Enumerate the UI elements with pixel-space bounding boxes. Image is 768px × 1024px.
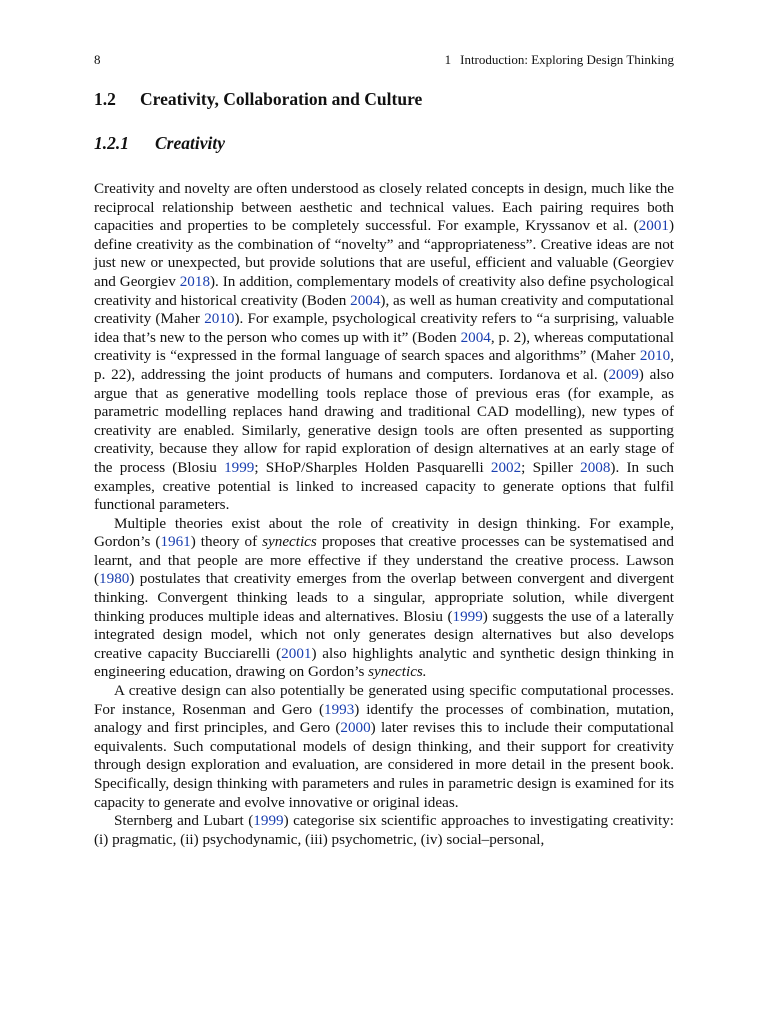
citation-link[interactable]: 2018 [179,272,211,290]
citation-link[interactable]: 2001 [281,644,312,662]
emphasis-text: synectics [262,533,317,551]
emphasis-text: synectics. [368,663,427,681]
page [94,52,674,849]
subsection-number: 1.2.1 [94,133,129,153]
text-run: ) postulates that creativity emerges from the overlap between convergent and divergent thinking. Convergent thinking leads to a singular, appropriate solution, while divergent thinking produces multiple ideas and alternatives. Blosiu ( [94,570,674,625]
text-run: ) also argue that as generative modelling tools replace those of previous eras (for example, as parametric modelling replaces hand drawing and traditional CAD modelling), new types of creativity are enabled. Similarly, generative design tools are often presented as supporting creativity, because they allow for rapid exploration of design alternatives at an early stage of the process (Blosiu [94,365,675,476]
citation-link[interactable]: 1980 [99,570,130,588]
section-number: 1.2 [94,89,116,109]
running-head-chapter [445,52,674,68]
paragraph-3 [94,682,674,812]
text-run: Creativity and novelty are often understood as closely related concepts in design, much like the reciprocal relationship between aesthetic and technical values. Each pairing requires both capacities and properties to be completely successful. For example, Kryssanov et al. ( [94,180,674,235]
citation-link[interactable]: 2004 [350,291,381,309]
text-run: ) also highlights analytic and synthetic design thinking in engineering education, drawing on Gordon’s [94,644,674,681]
text-run: ; Spiller [521,458,581,476]
text-run: ). In addition, complementary models of creativity also define psychological creativity and historical creativity (Boden [94,272,674,309]
text-run: ) define creativity as the combination of “novelty” and “appropriateness”. Creative ideas are not just new or unexpected, but provide solutions that are useful, efficient and valuable (Georgiev and Georgiev [94,217,674,290]
text-run: ) identify the processes of combination, mutation, analogy and first principles, and Gero ( [94,700,674,737]
paragraph-2 [94,515,674,682]
text-run: Sternberg and Lubart ( [114,812,254,830]
chapter-number: 1 [444,52,452,67]
citation-link[interactable]: 2001 [638,217,669,235]
text-run: ; SHoP/Sharples Holden Pasquarelli [254,458,491,476]
citation-link[interactable]: 1999 [224,458,255,476]
citation-link[interactable]: 1999 [253,812,284,830]
citation-link[interactable]: 1961 [160,533,191,551]
citation-link[interactable]: 2010 [204,310,235,328]
subsection-title: Creativity [155,133,225,153]
text-run: ) later revises this to include their computational equivalents. Such computational models of design thinking, and their support for creativity through design exploration and evaluation, are considered in more detail in the present book. Specifically, design thinking with parameters and rules in parametric design is examined for its capacity to generate and evolve innovative or original ideas. [94,719,674,811]
page-number: 8 [94,52,101,67]
text-run: , p. 22), addressing the joint products of humans and computers. Iordanova et al. ( [94,347,674,383]
text-run: ). For example, psychological creativity refers to “a surprising, valuable idea that’s new to the person who comes up with it” (Boden [94,310,674,346]
citation-link[interactable]: 2004 [460,328,491,346]
chapter-title: Introduction: Exploring Design Thinking [460,52,674,67]
text-run: ), as well as human creativity and computational creativity (Maher [94,291,674,328]
citation-link[interactable]: 2002 [490,458,522,476]
text-run: Multiple theories exist about the role of creativity in design thinking. For example, Gordon’s ( [94,514,674,551]
paragraph-4 [94,812,674,849]
text-run: , p. 2), whereas computational creativity is “expressed in the formal language of search spaces and algorithms” (Maher [94,328,674,365]
text-run: ). In such examples, creative potential is linked to increased capacity to generate options that fulfil functional parameters. [94,458,674,514]
citation-link[interactable]: 1999 [452,607,483,625]
citation-link[interactable]: 2009 [608,365,639,383]
subsection-heading [94,131,674,155]
text-run: A creative design can also potentially be generated using specific computational processes. For instance, Rosenman and Gero ( [94,682,674,718]
text-run: ) theory of [190,533,263,551]
citation-link[interactable]: 2010 [639,347,671,365]
running-head [94,52,674,70]
section-heading [94,87,674,111]
citation-link[interactable]: 1993 [324,700,355,718]
citation-link[interactable]: 2000 [340,719,371,737]
text-run: ) categorise six scientific approaches to investigating creativity: (i) pragmatic, (ii) psychodynamic, (iii) psychometric, (iv) social–personal, [94,812,674,848]
citation-link[interactable]: 2008 [580,458,611,476]
text-run: proposes that creative processes can be systematised and learnt, and that people are more effective if they understand the creative process. Lawson ( [94,533,674,588]
paragraph-1 [94,180,674,515]
text-run: ) suggests the use of a laterally integrated design model, which not only generates design alternatives but also develops creative capacity Bucciarelli ( [94,607,674,662]
section-title: Creativity, Collaboration and Culture [140,89,423,109]
body-text [94,180,674,849]
